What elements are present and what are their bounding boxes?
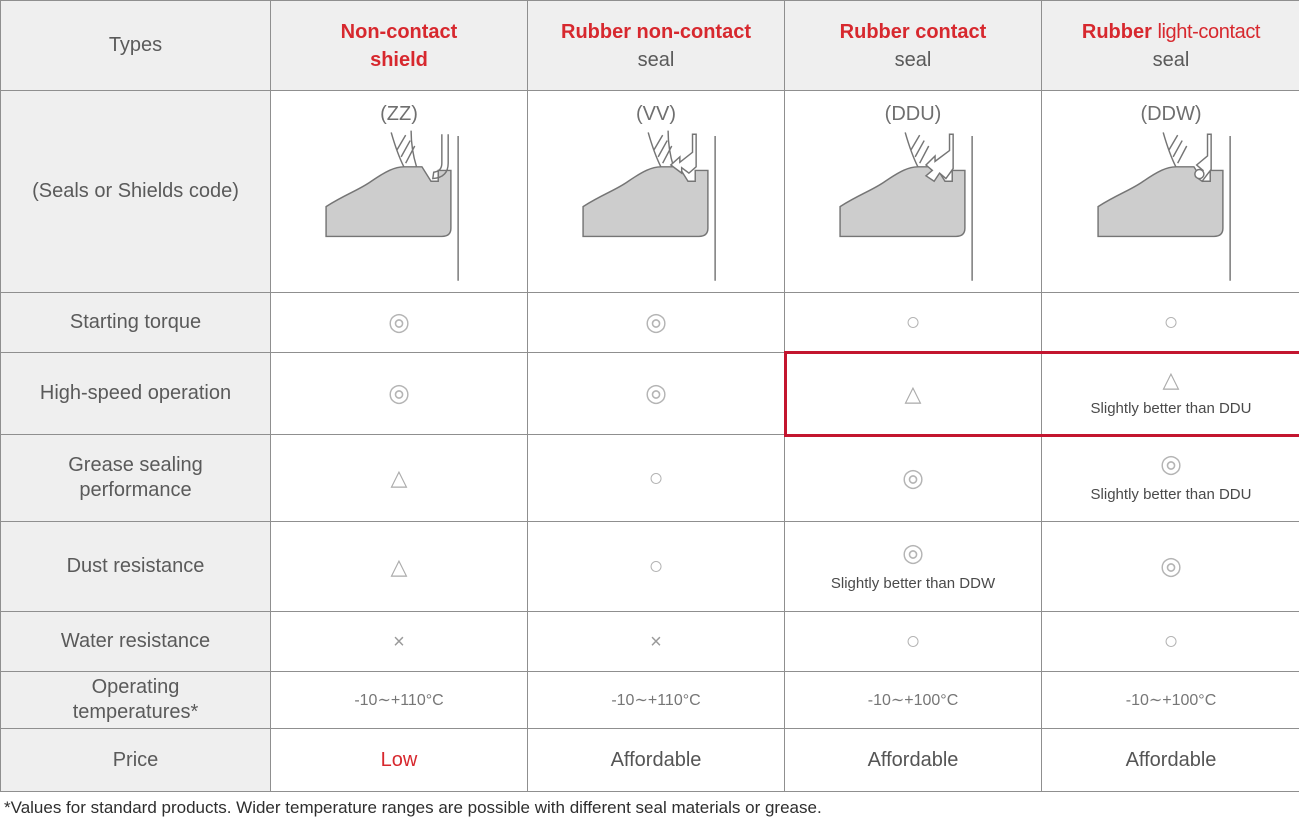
- seal-code-vv: (VV): [636, 103, 676, 125]
- cell-temps-vv: [528, 672, 785, 729]
- seal-code-zz: (ZZ): [380, 103, 418, 125]
- column-header-non-contact-shield: [271, 1, 528, 91]
- seal-code-ddu: (DDU): [884, 103, 942, 125]
- cell-high-speed-vv: [528, 353, 785, 435]
- cell-grease-ddu: [785, 435, 1042, 522]
- rating-symbol: ○: [905, 627, 921, 655]
- column-title: Non-contact: [340, 20, 458, 43]
- rating-symbol: △: [390, 553, 408, 579]
- bearing-diagram-ddw-icon: [1089, 127, 1279, 288]
- temperature-range: -10∼+110°C: [611, 692, 701, 709]
- temperature-range: -10∼+110°C: [354, 692, 444, 709]
- row-label-operating-temperatures: Operating temperatures*: [1, 672, 271, 729]
- rating-symbol: ◎: [902, 463, 924, 492]
- rating-symbol: ◎: [1160, 552, 1182, 580]
- cell-price-zz: [271, 729, 528, 791]
- column-subtitle: seal: [637, 48, 675, 71]
- cell-dust-vv: [528, 522, 785, 612]
- bearing-diagram-vv-icon: [574, 127, 764, 288]
- diagram-cell-vv: [528, 91, 785, 293]
- rating-symbol: ◎: [1160, 450, 1182, 478]
- cell-grease-zz: [271, 435, 528, 522]
- column-subtitle: shield: [370, 48, 428, 71]
- cell-dust-zz: [271, 522, 528, 612]
- cell-grease-ddw: [1042, 435, 1299, 522]
- cell-price-ddw: [1042, 729, 1299, 791]
- rating-symbol: ○: [648, 463, 664, 492]
- temperature-range: -10∼+100°C: [867, 692, 959, 709]
- rating-symbol: △: [904, 380, 922, 406]
- cell-dust-ddw: [1042, 522, 1299, 612]
- rating-symbol: ×: [393, 630, 405, 653]
- types-header-cell: [1, 1, 271, 91]
- diagram-cell-ddu: [785, 91, 1042, 293]
- footnote: *Values for standard products. Wider temperature ranges are possible with different seal materials or grease.: [4, 798, 822, 817]
- cell-temps-ddw: [1042, 672, 1299, 729]
- column-subtitle: seal: [1152, 48, 1190, 71]
- cell-starting-torque-ddw: [1042, 293, 1299, 353]
- cell-high-speed-ddu: [785, 353, 1042, 435]
- rating-symbol: ○: [648, 552, 664, 580]
- price-value: Low: [380, 748, 418, 771]
- cell-temps-zz: [271, 672, 528, 729]
- cell-dust-ddu: [785, 522, 1042, 612]
- price-value: Affordable: [610, 748, 702, 771]
- rating-symbol: ◎: [388, 379, 410, 407]
- seals-shields-code-label: (Seals or Shields code): [32, 180, 239, 202]
- cell-temps-ddu: [785, 672, 1042, 729]
- cell-starting-torque-ddu: [785, 293, 1042, 353]
- row-label-high-speed-operation: High-speed operation: [1, 353, 271, 435]
- row-label-starting-torque: Starting torque: [1, 293, 271, 353]
- cell-water-vv: [528, 612, 785, 672]
- rating-symbol: ◎: [645, 379, 667, 407]
- column-header-rubber-contact-seal: [785, 1, 1042, 91]
- rating-symbol: ○: [905, 308, 921, 336]
- rating-symbol: ○: [1163, 627, 1179, 655]
- price-value: Affordable: [1125, 748, 1217, 771]
- cell-high-speed-ddw: [1042, 353, 1299, 435]
- cell-starting-torque-vv: [528, 293, 785, 353]
- column-header-rubber-light-contact-seal: [1042, 1, 1299, 91]
- bearing-diagram-ddu-icon: [831, 127, 1021, 288]
- rating-note: Slightly better than DDW: [830, 574, 996, 592]
- row-label-water-resistance: Water resistance: [1, 612, 271, 672]
- rating-symbol: ◎: [902, 538, 924, 567]
- rating-symbol: △: [1162, 367, 1180, 392]
- cell-water-zz: [271, 612, 528, 672]
- cell-price-ddu: [785, 729, 1042, 791]
- cell-high-speed-zz: [271, 353, 528, 435]
- column-header-rubber-non-contact-seal: [528, 1, 785, 91]
- cell-water-ddu: [785, 612, 1042, 672]
- rating-symbol: △: [390, 465, 408, 490]
- diagram-cell-zz: [271, 91, 528, 293]
- cell-water-ddw: [1042, 612, 1299, 672]
- cell-starting-torque-zz: [271, 293, 528, 353]
- price-value: Affordable: [867, 748, 959, 771]
- seals-shields-code-label-cell: [1, 91, 271, 293]
- rating-symbol: ○: [1163, 308, 1179, 336]
- rating-note: Slightly better than DDU: [1090, 486, 1252, 503]
- rating-note: Slightly better than DDU: [1090, 400, 1252, 417]
- cell-grease-vv: [528, 435, 785, 522]
- diagram-cell-ddw: [1042, 91, 1299, 293]
- column-title: Rubber contact: [839, 20, 987, 43]
- types-label: Types: [108, 34, 163, 56]
- column-title: Rubber light-contact: [1081, 20, 1261, 43]
- row-label-price: Price: [1, 729, 271, 791]
- cell-price-vv: [528, 729, 785, 791]
- rating-symbol: ◎: [388, 308, 410, 336]
- rating-symbol: ◎: [645, 308, 667, 336]
- column-title: Rubber non-contact: [561, 20, 751, 43]
- seal-code-ddw: (DDW): [1140, 103, 1202, 125]
- row-label-dust-resistance: Dust resistance: [1, 522, 271, 612]
- temperature-range: -10∼+100°C: [1125, 692, 1217, 709]
- row-label-grease-sealing-performance: Grease sealing performance: [1, 435, 271, 522]
- bearing-diagram-zz-icon: [317, 127, 507, 288]
- rating-symbol: ×: [650, 630, 662, 653]
- column-subtitle: seal: [894, 48, 932, 71]
